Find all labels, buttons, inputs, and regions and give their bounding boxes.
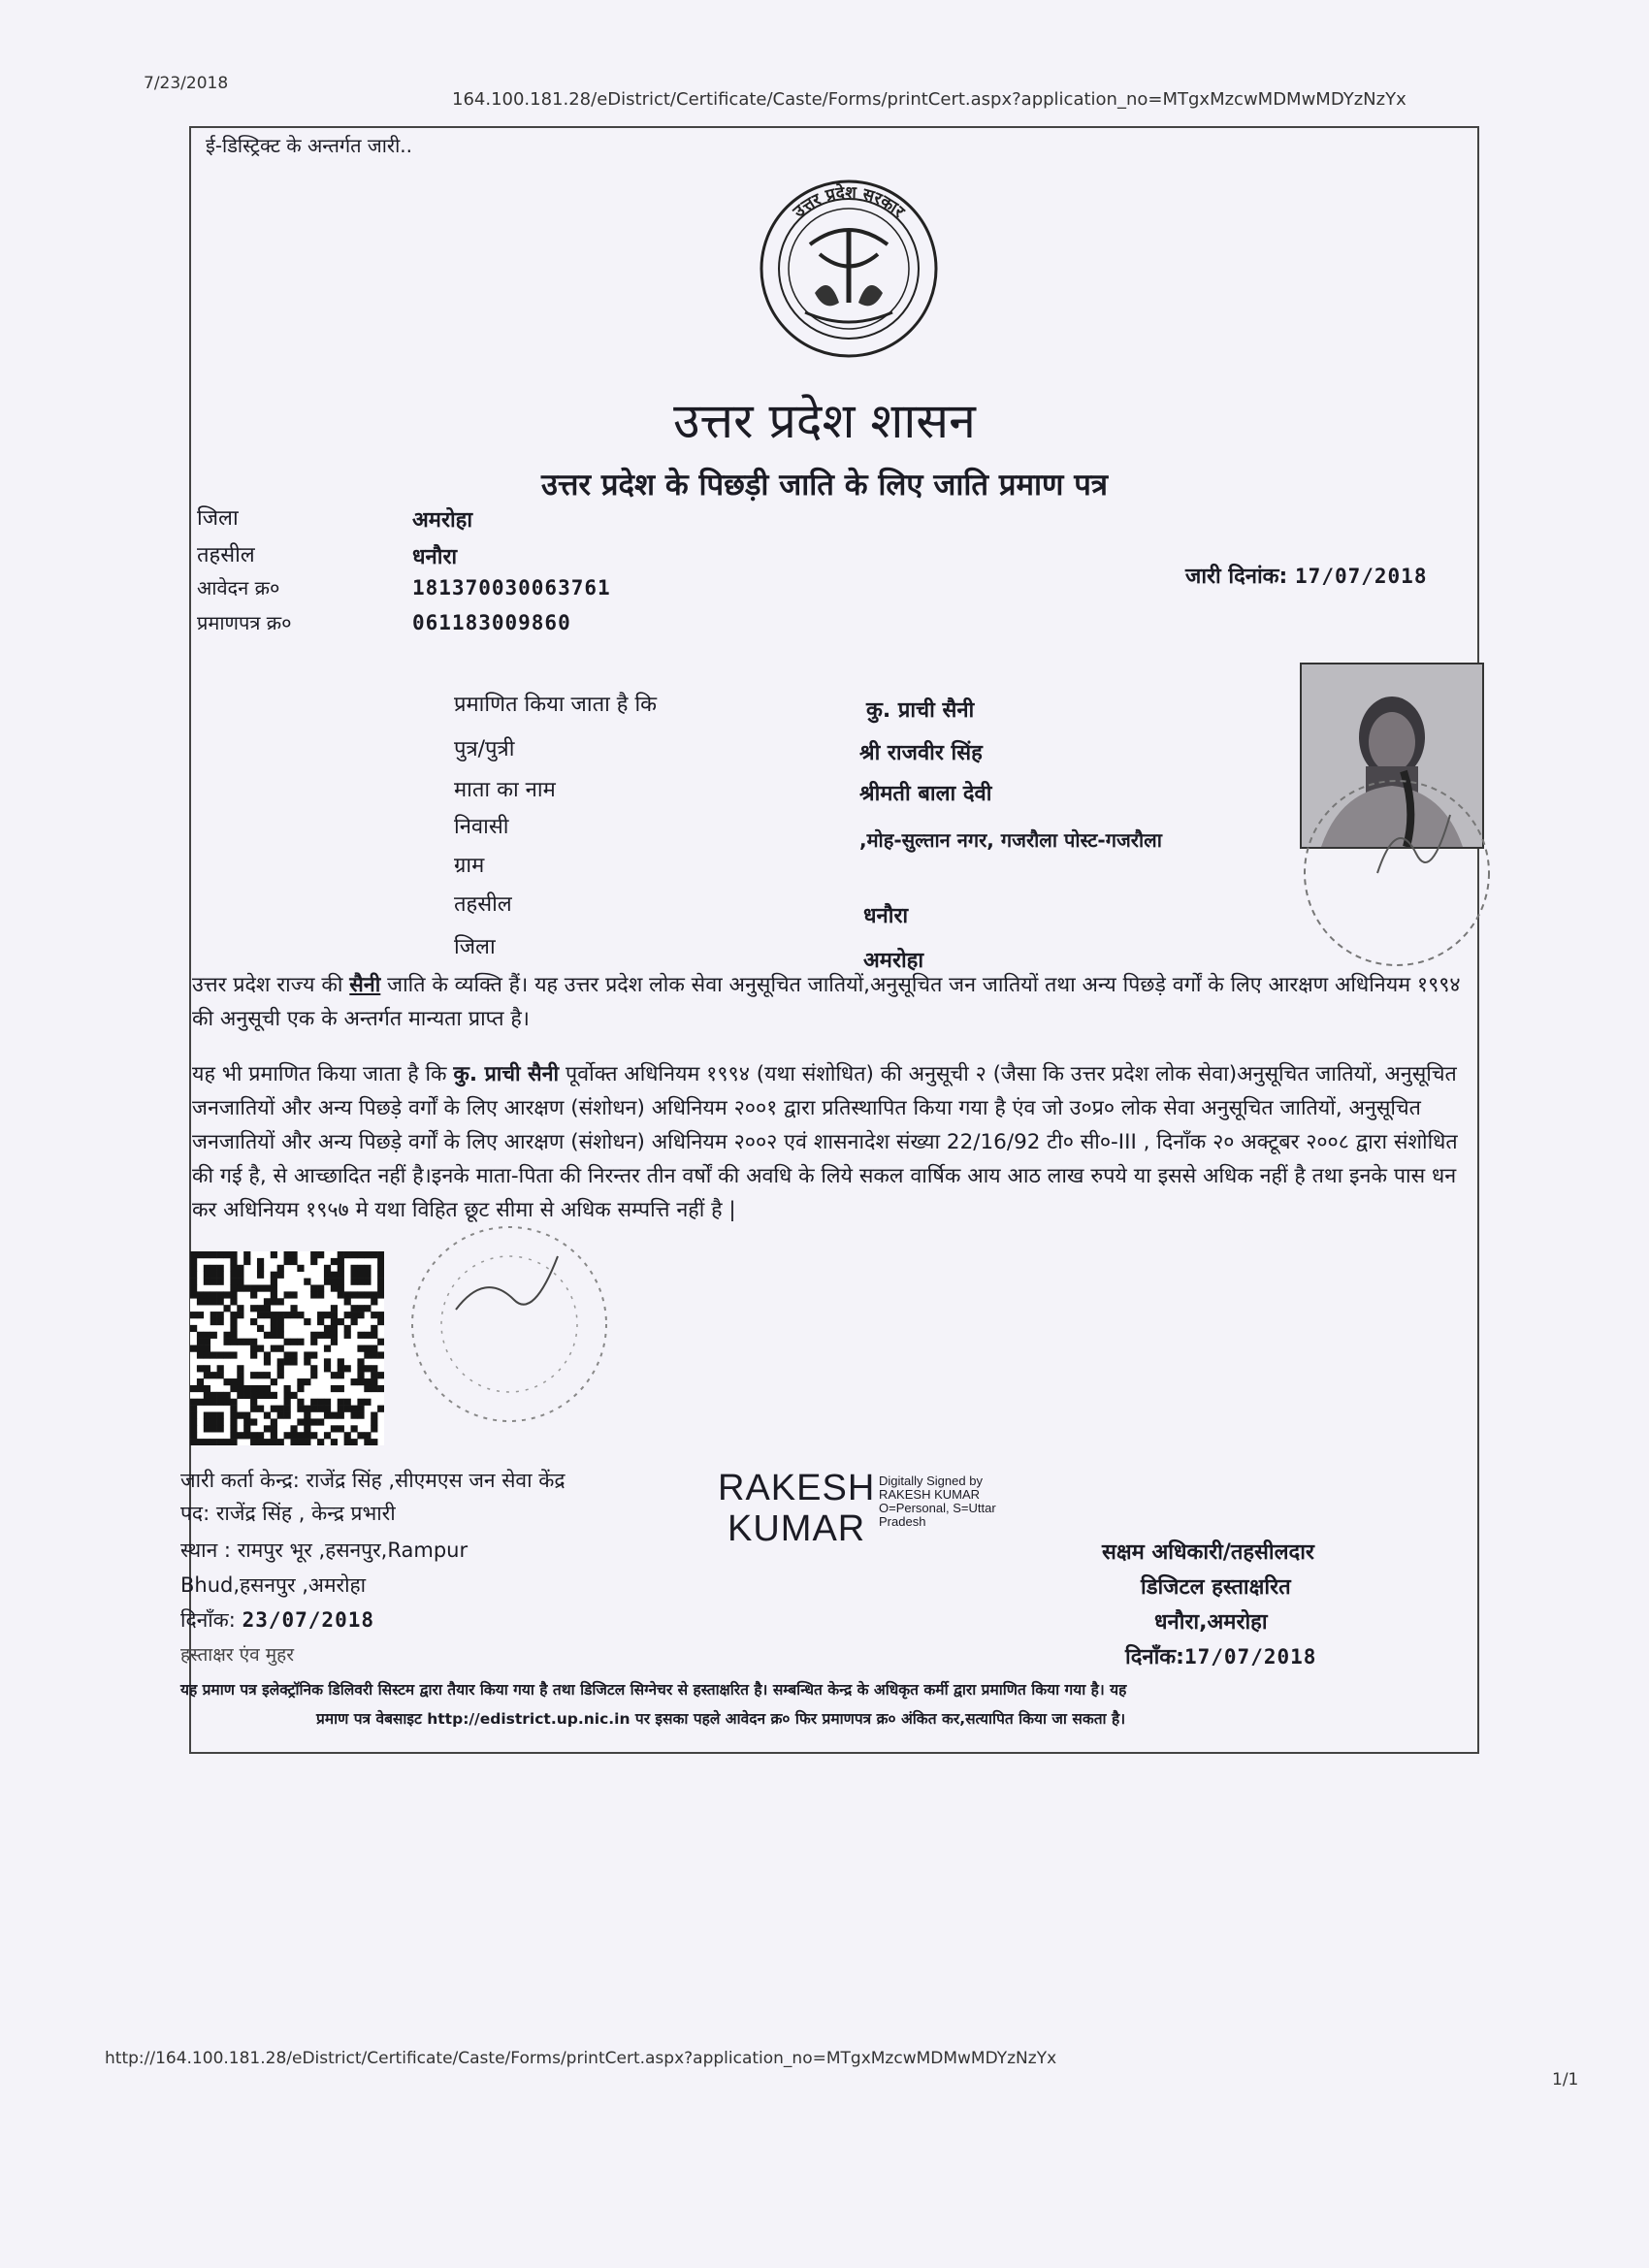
certified-name: कु. प्राची सैनी — [866, 698, 975, 723]
issuer-place-line2: Bhud,हसनपुर ,अमरोहा — [180, 1573, 367, 1597]
print-url: 164.100.181.28/eDistrict/Certificate/Caste/Forms/printCert.aspx?application_no=MTgxMzcwMDMwMDYzNzYx — [452, 89, 1406, 110]
tehsil-label: तहसील — [197, 543, 255, 567]
page-number: 1/1 — [1552, 2070, 1579, 2090]
authority-date — [1125, 1641, 1316, 1670]
authority-digital-signed: डिजिटल हस्ताक्षरित — [1141, 1575, 1291, 1600]
page-title: उत्तर प्रदेश शासन — [673, 393, 976, 449]
village-label: ग्राम — [454, 854, 485, 878]
child-of-label: पुत्र/पुत्री — [454, 737, 515, 761]
sign-seal-label: हस्ताक्षर एंव मुहर — [180, 1644, 294, 1666]
issuer-date-label: दिनाँक: — [180, 1608, 236, 1632]
father-name: श्री राजवीर सिंह — [859, 741, 983, 765]
details-district-label: जिला — [454, 935, 496, 959]
issued-under: ई-डिस्ट्रिक्ट के अन्तर्गत जारी.. — [206, 134, 412, 157]
caste-name: सैनी — [349, 973, 381, 997]
details-tehsil-value: धनौरा — [863, 904, 909, 928]
qr-code-icon — [190, 1251, 384, 1445]
authority-title: सक्षम अधिकारी/तहसीलदार — [1102, 1540, 1314, 1565]
resident-value: ,मोह-सुल्तान नगर, गजरौला पोस्ट-गजरौला — [859, 828, 1162, 852]
resident-label: निवासी — [454, 815, 509, 839]
issuer-place-line1: स्थान : रामपुर भूर ,हसनपुर,Rampur — [180, 1539, 469, 1562]
authority-date-value: 17/07/2018 — [1183, 1645, 1317, 1669]
issuer-date-value: 23/07/2018 — [242, 1608, 375, 1632]
district-label: जिला — [197, 506, 239, 531]
details-district-value: अमरोहा — [863, 949, 924, 973]
footer-note-line2: प्रमाण पत्र वेबसाइट http://edistrict.up.nic.in पर इसका पहले आवेदन क्र० फिर प्रमाणपत्र क्र० अंकित कर,सत्यापित किया जा सकता है। — [316, 1710, 1126, 1728]
mother-name: श्रीमती बाला देवी — [859, 782, 992, 806]
center-seal-stamp-icon — [398, 1213, 621, 1436]
certificate-label: प्रमाणपत्र क्र० — [197, 611, 292, 634]
signer-first-name: RAKESH — [718, 1468, 876, 1508]
uttar-pradesh-emblem-icon — [757, 177, 941, 361]
authority-date-label: दिनाँक: — [1125, 1645, 1184, 1669]
issuer-date — [180, 1606, 374, 1634]
signer-last-name: KUMAR — [728, 1508, 866, 1549]
certificate-number: 061183009860 — [412, 611, 571, 634]
application-number: 181370030063761 — [412, 576, 611, 599]
mother-label: माता का नाम — [454, 778, 556, 802]
issue-date-label: जारी दिनांक: — [1185, 565, 1288, 589]
certified-label: प्रमाणित किया जाता है कि — [454, 693, 658, 717]
qr-code — [190, 1251, 384, 1445]
issuer-post: पद: राजेंद्र सिंह , केन्द्र प्रभारी — [180, 1502, 396, 1525]
certification-statement: यह भी प्रमाणित किया जाता है कि कु. प्राची सैनी पूर्वोक्त अधिनियम १९९४ (यथा संशोधित) की अनुसूची २ (जैसा कि उत्तर प्रदेश लोक सेवा)अनुसूचित जातियों, अनुसूचित जनजातियों और अन्य पिछड़े वर्गों के लिए आरक्षण (संशोधन) अधिनियम २००१ द्वारा प्रतिस्थापित किया गया है एंव जो उ०प्र० लोक सेवा अनुसूचित जातियों, अनुसूचित जनजातियों और अन्य पिछड़े वर्गों के लिए आरक्षण (संशोधन) अधिनियम २००२ एवं शासनादेश संख्या 22/16/92 टी० सी०-III , दिनाँक २० अक्टूबर २००८ द्वारा संशोधित की गई है, से आच्छादित नहीं है।इनके माता-पिता की निरन्तर तीन वर्षों की अवधि के लिये सकल वार्षिक आय आठ लाख रुपये या इससे अधिक नहीं है तथा इनके पास धन कर अधिनियम १९५७ मे यथा विहित छूट सीमा से अधिक सम्पत्ति नहीं है | — [192, 1062, 1458, 1222]
footer-note-line1: यह प्रमाण पत्र इलेक्ट्रॉनिक डिलिवरी सिस्टम द्वारा तैयार किया गया है तथा डिजिटल सिग्नेचर से हस्ताक्षरित है। सम्बन्धित केन्द्र के अधिकृत कर्मी द्वारा प्रमाणित किया गया है। यह — [180, 1681, 1127, 1699]
signature-info: Digitally Signed by RAKESH KUMAR O=Personal, S=Uttar Pradesh — [879, 1474, 996, 1529]
issue-date-value: 17/07/2018 — [1295, 565, 1428, 588]
caste-statement: उत्तर प्रदेश राज्य की सैनी जाति के व्यक्ति हैं। यह उत्तर प्रदेश लोक सेवा अनुसूचित जातियों,अनुसूचित जन जातियों तथा अन्य पिछड़े वर्गों के लिए आरक्षण अधिनियम १९९४ की अनुसूची एक के अन्तर्गत मान्यता प्राप्त है। — [192, 973, 1461, 1031]
emblem — [757, 177, 941, 361]
photo-seal-stamp-icon — [1290, 766, 1504, 980]
application-label: आवेदन क्र० — [197, 576, 280, 599]
district-value: अमरोहा — [412, 508, 473, 533]
issue-date — [1185, 561, 1427, 590]
details-tehsil-label: तहसील — [454, 892, 512, 917]
svg-text:उत्तर प्रदेश सरकार: उत्तर प्रदेश सरकार — [790, 182, 909, 222]
statement-name: कु. प्राची सैनी — [453, 1062, 560, 1086]
authority-place: धनौरा,अमरोहा — [1154, 1610, 1268, 1635]
print-date: 7/23/2018 — [144, 74, 229, 93]
print-footer-url: http://164.100.181.28/eDistrict/Certificate/Caste/Forms/printCert.aspx?application_no=MTgxMzcwMDMwMDYzNzYx — [105, 2049, 1057, 2068]
issuer-center: जारी कर्ता केन्द्र: राजेंद्र सिंह ,सीएमएस जन सेवा केंद्र — [180, 1469, 566, 1492]
page-subtitle: उत्तर प्रदेश के पिछड़ी जाति के लिए जाति प्रमाण पत्र — [541, 468, 1108, 502]
tehsil-value: धनौरा — [412, 545, 458, 569]
